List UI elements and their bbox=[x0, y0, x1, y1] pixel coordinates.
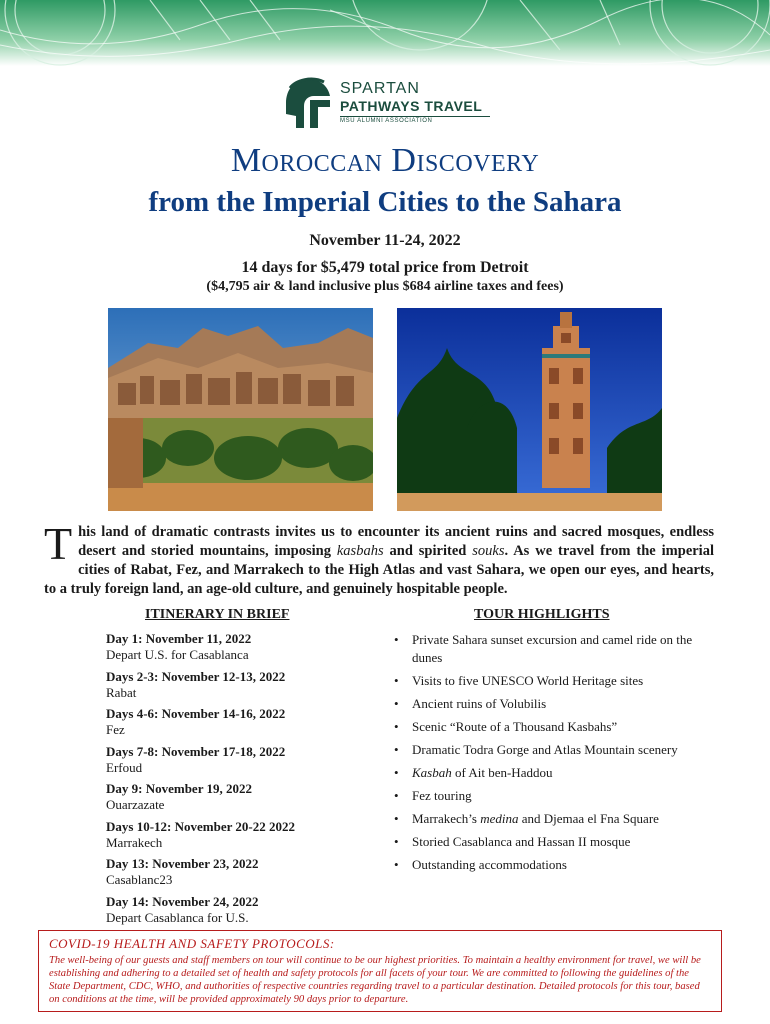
itinerary-day bbox=[106, 706, 366, 742]
day-place: Rabat bbox=[106, 684, 137, 700]
day-place: Depart U.S. for Casablanca bbox=[106, 647, 249, 662]
highlight-item bbox=[392, 810, 712, 828]
highlight-text-post: and Djemaa el Fna Square bbox=[518, 811, 659, 826]
day-title: Day 9: November 19, 2022 bbox=[106, 781, 252, 796]
brand-line2: PATHWAYS TRAVEL bbox=[340, 98, 483, 114]
highlights-heading: TOUR HIGHLIGHTS bbox=[474, 607, 610, 622]
highlight-item bbox=[392, 718, 712, 736]
day-title: Days 2-3: November 12-13, 2022 bbox=[106, 668, 286, 684]
itinerary-heading: ITINERARY IN BRIEF bbox=[145, 607, 290, 622]
covid-protocols-box bbox=[38, 930, 722, 1012]
itinerary-day bbox=[106, 894, 366, 930]
highlight-text: Dramatic Todra Gorge and Atlas Mountain scenery bbox=[412, 742, 678, 757]
covid-text: The well-being of our guests and staff members on tour will continue to be our highest priorities. To maintain a healthy environment for travel, we will be establishing and adhering to a detailed set of health and safety protocols for all facets of your tour. We are committed to following the guidelines of the State Department, CDC, WHO, and authorities of respective countries regarding travel to a particular destination. Detailed protocols for this tour, based on conditions at the time, will be provided approximately 90 days prior to departure. bbox=[49, 955, 701, 1005]
koutoubia-minaret-photo bbox=[397, 308, 662, 511]
intro-text-1: his land of dramatic contrasts invites us to encounter its ancient ruins and sacred mosques, endless desert and storied mountains, imposing bbox=[78, 524, 714, 559]
intro-text-2: and spirited bbox=[383, 543, 473, 559]
intro-text-3: . As we travel from the imperial cities of Rabat, Fez, and Marrakech to the High Atlas and vast Sahara, we open our eyes, and hearts, to a truly foreign land, an age-old culture, and genuinely hospitable people. bbox=[44, 543, 714, 597]
highlight-item bbox=[392, 741, 712, 759]
day-title: Days 4-6: November 14-16, 2022 bbox=[106, 706, 286, 721]
spartan-helmet-icon bbox=[282, 76, 334, 132]
itinerary-day bbox=[106, 856, 366, 892]
itinerary-day bbox=[106, 781, 366, 817]
day-title: Day 13: November 23, 2022 bbox=[106, 856, 259, 871]
highlight-item bbox=[392, 787, 712, 805]
day-title: Day 1: November 11, 2022 bbox=[106, 631, 252, 646]
highlight-text: Storied Casablanca and Hassan II mosque bbox=[412, 834, 631, 849]
itinerary-day bbox=[106, 631, 366, 667]
highlight-item bbox=[392, 695, 712, 713]
intro-italic-kasbahs: kasbahs bbox=[336, 543, 384, 559]
brand-line1: SPARTAN bbox=[340, 80, 420, 97]
drop-cap: T bbox=[44, 518, 73, 569]
bullet: • bbox=[394, 834, 399, 849]
bullet: • bbox=[394, 719, 399, 734]
itinerary-day bbox=[106, 669, 366, 705]
itinerary-day bbox=[106, 744, 366, 780]
brand-tagline: MSU ALUMNI ASSOCIATION bbox=[340, 118, 433, 124]
bullet: • bbox=[394, 811, 399, 826]
highlight-text: Ancient ruins of Volubilis bbox=[412, 696, 547, 711]
highlight-item bbox=[392, 764, 712, 782]
spartan-pathways-logo bbox=[282, 76, 502, 136]
day-place: Ouarzazate bbox=[106, 797, 165, 812]
bullet: • bbox=[394, 765, 399, 780]
highlight-text: Visits to five UNESCO World Heritage sites bbox=[412, 673, 644, 688]
highlight-item bbox=[392, 672, 712, 690]
itinerary-list bbox=[106, 631, 366, 931]
highlight-text: Outstanding accommodations bbox=[412, 857, 567, 872]
highlight-em: medina bbox=[480, 811, 519, 826]
day-title: Day 14: November 24, 2022 bbox=[106, 893, 259, 909]
bullet: • bbox=[394, 742, 399, 757]
highlights-list bbox=[392, 631, 712, 879]
bullet: • bbox=[394, 632, 399, 647]
bullet: • bbox=[394, 788, 399, 803]
tour-price: 14 days for $5,479 total price from Detroit bbox=[241, 259, 529, 276]
highlight-item bbox=[392, 631, 712, 667]
brand-divider bbox=[340, 116, 490, 117]
intro-italic-souks: souks bbox=[472, 543, 505, 559]
bullet: • bbox=[394, 696, 399, 711]
kasbah-landscape-photo bbox=[108, 308, 373, 511]
highlight-text: Marrakech’s bbox=[412, 811, 481, 826]
highlight-item bbox=[392, 833, 712, 851]
day-place: Erfoud bbox=[106, 759, 143, 775]
highlight-text: Private Sahara sunset excursion and camel ride on the dunes bbox=[412, 632, 693, 665]
highlight-text: Scenic “Route of a Thousand Kasbahs” bbox=[412, 719, 618, 734]
covid-title: COVID-19 HEALTH AND SAFETY PROTOCOLS: bbox=[49, 936, 335, 951]
highlight-text-post: of Ait ben-Haddou bbox=[451, 765, 553, 780]
price-breakdown: ($4,795 air & land inclusive plus $684 airline taxes and fees) bbox=[206, 279, 564, 294]
tour-dates: November 11-24, 2022 bbox=[309, 232, 461, 249]
itinerary-day bbox=[106, 819, 366, 855]
highlight-text: Fez touring bbox=[412, 788, 472, 803]
day-title: Days 7-8: November 17-18, 2022 bbox=[106, 743, 286, 759]
page-title: Moroccan Discovery bbox=[230, 142, 540, 179]
day-title: Days 10-12: November 20-22 2022 bbox=[106, 818, 295, 834]
day-place: Casablanc23 bbox=[106, 872, 173, 887]
day-place: Fez bbox=[106, 722, 125, 737]
header-banner bbox=[0, 0, 770, 66]
highlight-item bbox=[392, 856, 712, 874]
day-place: Depart Casablanca for U.S. bbox=[106, 909, 249, 925]
bullet: • bbox=[394, 673, 399, 688]
intro-paragraph bbox=[44, 518, 714, 599]
highlight-em: Kasbah bbox=[412, 765, 452, 780]
day-place: Marrakech bbox=[106, 834, 163, 850]
bullet: • bbox=[394, 857, 399, 872]
page-subtitle: from the Imperial Cities to the Sahara bbox=[148, 186, 622, 218]
